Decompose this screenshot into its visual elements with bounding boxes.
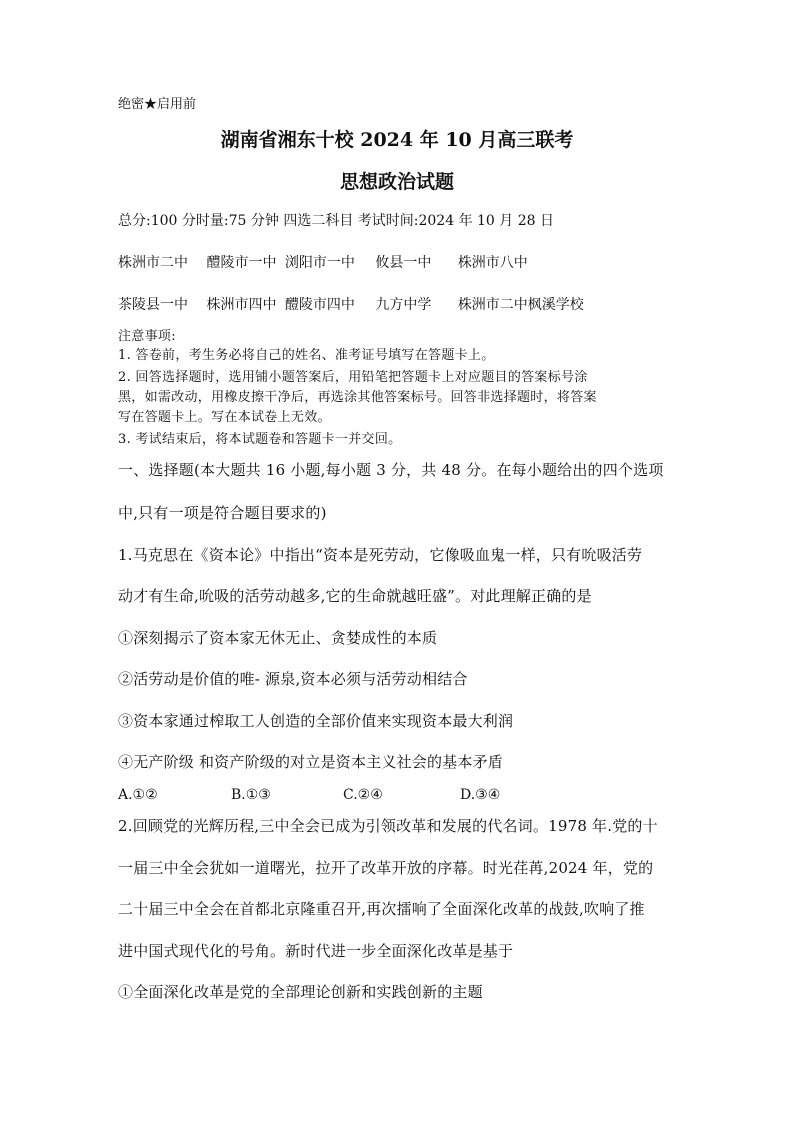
question-2-stem-line-3: 二十届三中全会在首都北京隆重召开,再次擂响了全面深化改革的战鼓,吹响了推 <box>118 900 645 918</box>
school-name: 浏阳市一中 <box>284 255 355 271</box>
question-2-stem-line-2: 一届三中全会犹如一道曙光，拉开了改革开放的序幕。时光荏苒,2024 年，党的 <box>118 859 654 877</box>
question-1-statement-4: ④无产阶级 和资产阶级的对立是资本主义社会的基本矛盾 <box>118 753 503 771</box>
notice-item-3: 3. 考试结束后，将本试题卷和答题卡一并交回。 <box>118 432 402 447</box>
exam-subject: 思想政治试题 <box>339 171 454 193</box>
option-d: D.③④ <box>460 787 501 803</box>
school-name: 九方中学 <box>375 297 432 313</box>
schools-row-2 <box>118 296 584 314</box>
question-1-stem-line-1: 1.马克思在《资本论》中指出“资本是死劳动，它像吸血鬼一样，只有吮吸活劳 <box>118 546 643 564</box>
school-name: 醴陵市一中 <box>206 255 277 271</box>
question-2-stem-line-1: 2.回顾党的光辉历程,三中全会已成为引领改革和发展的代名词。1978 年.党的十 <box>118 817 658 835</box>
notice-item-1: 1. 答卷前，考生务必将自己的姓名、准考证号填写在答题卡上。 <box>118 348 495 363</box>
school-name: 茶陵县一中 <box>118 297 188 313</box>
schools-row-1 <box>118 254 528 272</box>
school-name: 株洲市八中 <box>457 255 528 271</box>
exam-title: 湖南省湘东十校 2024 年 10 月高三联考 <box>220 129 574 151</box>
notice-heading: 注意事项: <box>118 329 176 344</box>
question-2-statement-1: ①全面深化改革是党的全部理论创新和实践创新的主题 <box>118 983 483 1001</box>
option-a: A.①② <box>118 787 158 803</box>
school-name: 株洲市四中 <box>206 297 277 313</box>
notice-item-2-line-1: 2. 回答选择题时，选用铺小题答案后，用铅笔把答题卡上对应题目的答案标号涂 <box>118 370 588 385</box>
school-name: 株洲市二中 <box>118 255 188 271</box>
section-heading-line-1: 一、选择题(本大题共 16 小题,每小题 3 分，共 48 分。在每小题给出的四个选项 <box>118 461 664 479</box>
section-heading-line-2: 中,只有一项是符合题目要求的) <box>118 504 327 522</box>
school-name: 株洲市二中枫溪学校 <box>457 297 584 313</box>
school-name: 攸县一中 <box>375 255 432 271</box>
question-1-stem-line-2: 动才有生命,吮吸的活劳动越多,它的生命就越旺盛”。对此理解正确的是 <box>118 587 592 605</box>
option-c: C.②④ <box>343 787 383 803</box>
notice-item-2-line-2: 黑，如需改动，用橡皮擦干净后，再选涂其他答案标号。回答非选择题时，将答案 <box>118 390 597 405</box>
question-1-statement-1: ①深刻揭示了资本家无休无止、贪婪成性的本质 <box>118 629 438 647</box>
question-2-stem-line-4: 进中国式现代化的号角。新时代进一步全面深化改革是基于 <box>118 942 514 960</box>
confidential-mark: 绝密★启用前 <box>118 97 197 112</box>
question-1-statement-2: ②活劳动是价值的唯- 源泉,资本必须与活劳动相结合 <box>118 670 468 688</box>
school-name: 醴陵市四中 <box>284 297 355 313</box>
option-b: B.①③ <box>231 787 271 803</box>
notice-item-2-line-3: 写在答题卡上。写在本试卷上无效。 <box>118 410 331 425</box>
question-1-statement-3: ③资本家通过榨取工人创造的全部价值来实现资本最大利润 <box>118 712 514 730</box>
exam-info: 总分:100 分时量:75 分钟 四选二科目 考试时间:2024 年 10 月 28 日 <box>118 213 554 229</box>
